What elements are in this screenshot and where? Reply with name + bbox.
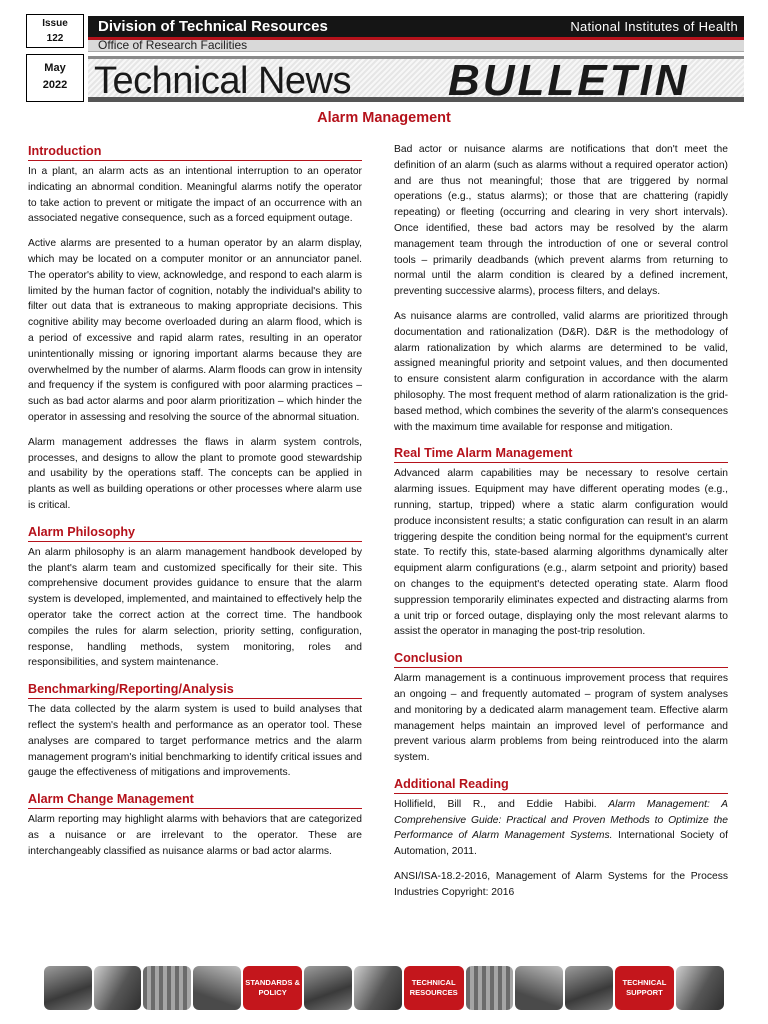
section-heading-alarm-philosophy: Alarm Philosophy bbox=[28, 523, 362, 542]
footer-photo bbox=[354, 966, 402, 1010]
office-band bbox=[88, 40, 744, 52]
footer-banner bbox=[44, 966, 724, 1010]
footer-photo bbox=[193, 966, 241, 1010]
footer-photo bbox=[304, 966, 352, 1010]
issue-label: Issue bbox=[42, 18, 68, 29]
benchmarking-paragraph: The data collected by the alarm system is used to build analyses that reflect the system's health and performance as an operator tool. These analyses are compared to target performance metrics and the alarm management program's initial benchmarking to identify critical issues and gauge the effectiveness of mitigations and improvements. bbox=[28, 704, 362, 779]
division-name: Division of Technical Resources bbox=[98, 18, 328, 35]
footer-photo bbox=[466, 966, 514, 1010]
reference-1 bbox=[394, 797, 728, 860]
bulletin-title: BULLETIN bbox=[448, 56, 690, 102]
intro-paragraph-1: In a plant, an alarm acts as an intentional interruption to an operator indicating an abnormal condition. Meaningful alarms notify the operator to take action to prevent or mitigate the impact of an occurrence with an associated negative consequence, such as a forced equipment outage. bbox=[28, 166, 362, 225]
left-column bbox=[28, 142, 362, 868]
reference-1-title: Alarm Management: A Comprehensive Guide: Practical and Proven Methods to Optimize the Performance of Alarm Management Systems. bbox=[394, 798, 728, 842]
footer-photo bbox=[44, 966, 92, 1010]
date-box bbox=[26, 54, 84, 102]
footer-photo bbox=[94, 966, 142, 1010]
bad-actor-paragraph: Bad actor or nuisance alarms are notifications that don't meet the definition of an alarm (such as alarms without a required operator action) and are thus not meaningful; those that are triggered by normal operations (e.g., status alarms); or those that are chattering (rapidly repeating) or fleeting (occurring and clearing in very short intervals). Once identified, these bad actors may be resolved by the alarm management team through the introduction of one or several control tools – primarily deadbands (which prevent alarms from returning to normal until the alarm condition is cleared by a defined increment, preventing successive alarms), process filters, and delays. bbox=[394, 144, 728, 298]
article-title: Alarm Management bbox=[317, 110, 451, 126]
section-heading-conclusion: Conclusion bbox=[394, 649, 728, 668]
section-heading-introduction: Introduction bbox=[28, 142, 362, 161]
reference-1-publisher: International Society of Automation, 2011. bbox=[394, 830, 728, 858]
masthead-header bbox=[26, 14, 744, 106]
issue-box bbox=[26, 14, 84, 48]
real-time-paragraph: Advanced alarm capabilities may be necessary to resolve certain alarming issues. Equipment may have different operating modes (e.g., running, startup, tripped) where a static alarm configuration would produce inconsistent results; a static configuration can result in an alarm triggering despite the condition being normal for the equipment's current state. To rectify this, state-based alarming algorithms dynamically alter equipment alarm configurations (e.g., alarm setpoint and priority) based on changes to the equipment's detected operating state. Alarm flood suppression temporarily eliminates expected and distracting alarms from a unit trip or forced outage, displaying only the most relevant alarms to assist the operator in managing the post-trip resolution. bbox=[394, 468, 728, 638]
change-management-paragraph: Alarm reporting may highlight alarms with behaviors that are categorized as a nuisance or are irrelevant to the operator. These are interchangeably classified as nuisance alarms or bad actor alarms. bbox=[28, 814, 362, 857]
right-column bbox=[394, 142, 728, 910]
reference-2: ANSI/ISA-18.2-2016, Management of Alarm Systems for the Process Industries Copyright: 2016 bbox=[394, 871, 728, 898]
reference-1-authors: Hollifield, Bill R., and Eddie Habibi. bbox=[394, 798, 597, 810]
rationalization-paragraph: As nuisance alarms are controlled, valid alarms are prioritized through documentation and rationalization (D&R). D&R is the methodology of alarm rationalization by which alarms are determined to be valid, assigned meaningful priority and setpoint values, and then documented to ensure consistent alarm configuration in accordance with the alarm philosophy. The most frequent method of alarm rationalization is the grid-based method, which combines the severity of the alarm's consequences with the maximum time available for response and mitigation. bbox=[394, 310, 728, 433]
intro-paragraph-3: Alarm management addresses the flaws in alarm system controls, processes, and designs to allow the plant to promote good stewardship and usability by the operations staff. The concepts can be applied in plants as well as building operations or other processes where alarm use is critical. bbox=[28, 436, 362, 511]
issue-year: 2022 bbox=[42, 79, 68, 91]
office-name: Office of Research Facilities bbox=[98, 38, 248, 52]
agency-name: National Institutes of Health bbox=[570, 19, 738, 34]
section-heading-alarm-change-management: Alarm Change Management bbox=[28, 790, 362, 809]
technical-resources-button[interactable]: TECHNICAL RESOURCES bbox=[404, 966, 464, 1010]
footer-photo bbox=[676, 966, 724, 1010]
section-heading-real-time: Real Time Alarm Management bbox=[394, 444, 728, 463]
issue-month: May bbox=[44, 62, 66, 74]
technical-support-button[interactable]: TECHNICAL SUPPORT bbox=[615, 966, 675, 1010]
intro-paragraph-2: Active alarms are presented to a human operator by an alarm display, which may be located on a computer monitor or an annunciator panel. The operator's ability to view, acknowledge, and respond to each alarm is limited by the human factor of cognition, notably the individual's ability to filter out data that is extraneous to making appropriate decisions. This cognitive ability may become overloaded during an alarm flood, which is a period of excessive and rapid alarm rates, resulting in an operator unintentionally missing or ignoring important alarms because they are overwhelmed by the number of alarms. Alarm floods can grow in intensity and frequency if the system is configured with poor alarming practices – such as bad actor alarms and poor alarm prioritization – which hinder the operator in assessing and resolving the source of the abnormal situation. bbox=[28, 238, 362, 423]
technical-news-title: Technical News bbox=[94, 60, 351, 102]
division-band bbox=[88, 16, 744, 40]
footer-photo bbox=[143, 966, 191, 1010]
section-heading-additional-reading: Additional Reading bbox=[394, 775, 728, 794]
philosophy-paragraph: An alarm philosophy is an alarm management handbook developed by the plant's alarm team and customized specifically for their site. This comprehensive document provides guidance to ensure that the alarm system is developed, implemented, and maintained to effectively help the operator take the correct action at the correct time. The handbook compiles the rules for alarm selection, priority setting, configuration, response, handling methods, system monitoring, roles and responsibilities, and system maintenance. bbox=[28, 546, 362, 669]
conclusion-paragraph: Alarm management is a continuous improvement process that requires an ongoing – and frequently automated – program of system analyses and monitoring by a dedicated alarm management team. Effective alarm management helps maintain an improved level of performance and prevent various alarm problems from being reintroduced into the alarm system. bbox=[394, 673, 728, 764]
newsletter-banner bbox=[88, 56, 744, 102]
footer-photo bbox=[515, 966, 563, 1010]
issue-number: 122 bbox=[46, 33, 64, 44]
standards-policy-button[interactable]: STANDARDS & POLICY bbox=[243, 966, 303, 1010]
footer-photo bbox=[565, 966, 613, 1010]
section-heading-benchmarking: Benchmarking/Reporting/Analysis bbox=[28, 680, 362, 699]
